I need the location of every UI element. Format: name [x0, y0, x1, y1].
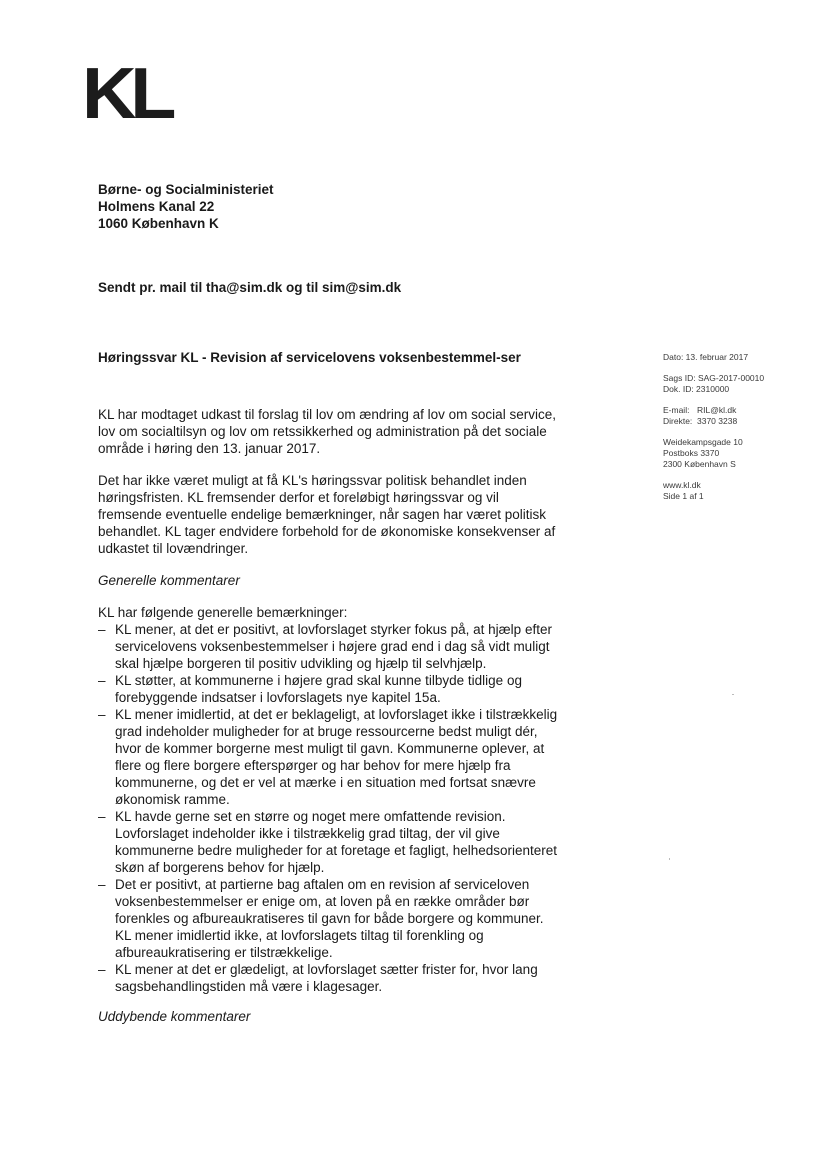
list-item: – KL havde gerne set en større og noget mere omfattende revision. Lovforslaget indeholder ikke i tilstrækkelig grad tiltag, der vil give kommunerne bedre muligheder for at foretage et fagligt, helhedsorienteret skøn af borgerens behov for hjælp.: [98, 808, 560, 876]
general-intro: KL har følgende generelle bemærkninger:: [98, 605, 348, 620]
heading-general-comments: Generelle kommentarer: [98, 573, 240, 588]
email-label: E-mail:: [663, 405, 690, 415]
list-item: – KL mener imidlertid, at det er beklageligt, at lovforslaget ikke i tilstrækkelig grad indeholder muligheder for at bruge ressourcerne bedst muligt dér, hvor de kommer borgerne mest muligt til gavn. Kommunerne oplever, at flere og flere borgere efterspørger og har behov for mere hjælp fra kommunerne, og det er vel at mærke i en situation med fortsat snævre økonomisk ramme.: [98, 706, 560, 808]
letter-body: [98, 406, 560, 1025]
email-value: RIL@kl.dk: [697, 405, 737, 415]
scan-speck: [732, 694, 734, 695]
address-pobox: Postboks 3370: [663, 448, 720, 458]
subject-heading: Høringssvar KL - Revision af servicelovens voksenbestemmel-ser: [98, 350, 521, 365]
date-line: Dato: 13. februar 2017: [663, 352, 749, 362]
list-item: – KL mener, at det er positivt, at lovforslaget styrker fokus på, at hjælp efter servicelovens voksenbestemmelser i højere grad end i dag så vidt muligt skal hjælpe borgeren til positiv udvikling og hjælp til selvhjælp.: [98, 621, 560, 672]
direct-phone-label: Direkte:: [663, 416, 693, 426]
address-city: 2300 København S: [663, 459, 736, 469]
sidebar-metadata: [663, 352, 813, 512]
page-number: Side 1 af 1: [663, 491, 704, 501]
general-comments-list: [98, 621, 560, 995]
recipient-address: [98, 181, 274, 232]
sent-by-mail-line: Sendt pr. mail til tha@sim.dk og til sim@sim.dk: [98, 280, 402, 295]
direct-phone-value: 3370 3238: [697, 416, 738, 426]
scan-speck: [669, 858, 670, 860]
list-item: – Det er positivt, at partierne bag aftalen om en revision af serviceloven voksenbestemmelser er enige om, at loven på en række områder bør forenkles og afbureaukratiseres til gavn for både borgere og kommuner. KL mener imidlertid ikke, at lovforslagets tiltag til forenkling og afbureaukratisering er tilstrækkelige.: [98, 876, 560, 961]
paragraph-intro: KL har modtaget udkast til forslag til lov om ændring af lov om social service, lov om socialtilsyn og lov om retssikkerhed og administration på det sociale område i høring den 13. januar 2017.: [98, 407, 556, 456]
kl-logo: KL: [82, 54, 171, 134]
recipient-city: 1060 København K: [98, 216, 219, 231]
list-item: – KL støtter, at kommunerne i højere grad skal kunne tilbyde tidlige og forebyggende indsatser i lovforslagets nye kapitel 15a.: [98, 672, 560, 706]
document-id: Dok. ID: 2310000: [663, 384, 730, 394]
heading-detailed-comments: Uddybende kommentarer: [98, 1009, 251, 1024]
recipient-street: Holmens Kanal 22: [98, 199, 215, 214]
list-item: – KL mener at det er glædeligt, at lovforslaget sætter frister for, hvor lang sagsbehandlingstiden må være i klagesager.: [98, 961, 560, 995]
website: www.kl.dk: [663, 480, 701, 490]
paragraph-political: Det har ikke været muligt at få KL's høringssvar politisk behandlet inden høringsfristen. KL fremsender derfor et foreløbigt høringssvar og vil fremsende eventuelle endelige bemærkninger, når sagen har været politisk behandlet. KL tager endvidere forbehold for de økonomiske konsekvenser af udkastet til lovændringer.: [98, 473, 556, 556]
case-id: Sags ID: SAG-2017-00010: [663, 373, 765, 383]
recipient-name: Børne- og Socialministeriet: [98, 182, 274, 197]
address-street: Weidekampsgade 10: [663, 437, 743, 447]
